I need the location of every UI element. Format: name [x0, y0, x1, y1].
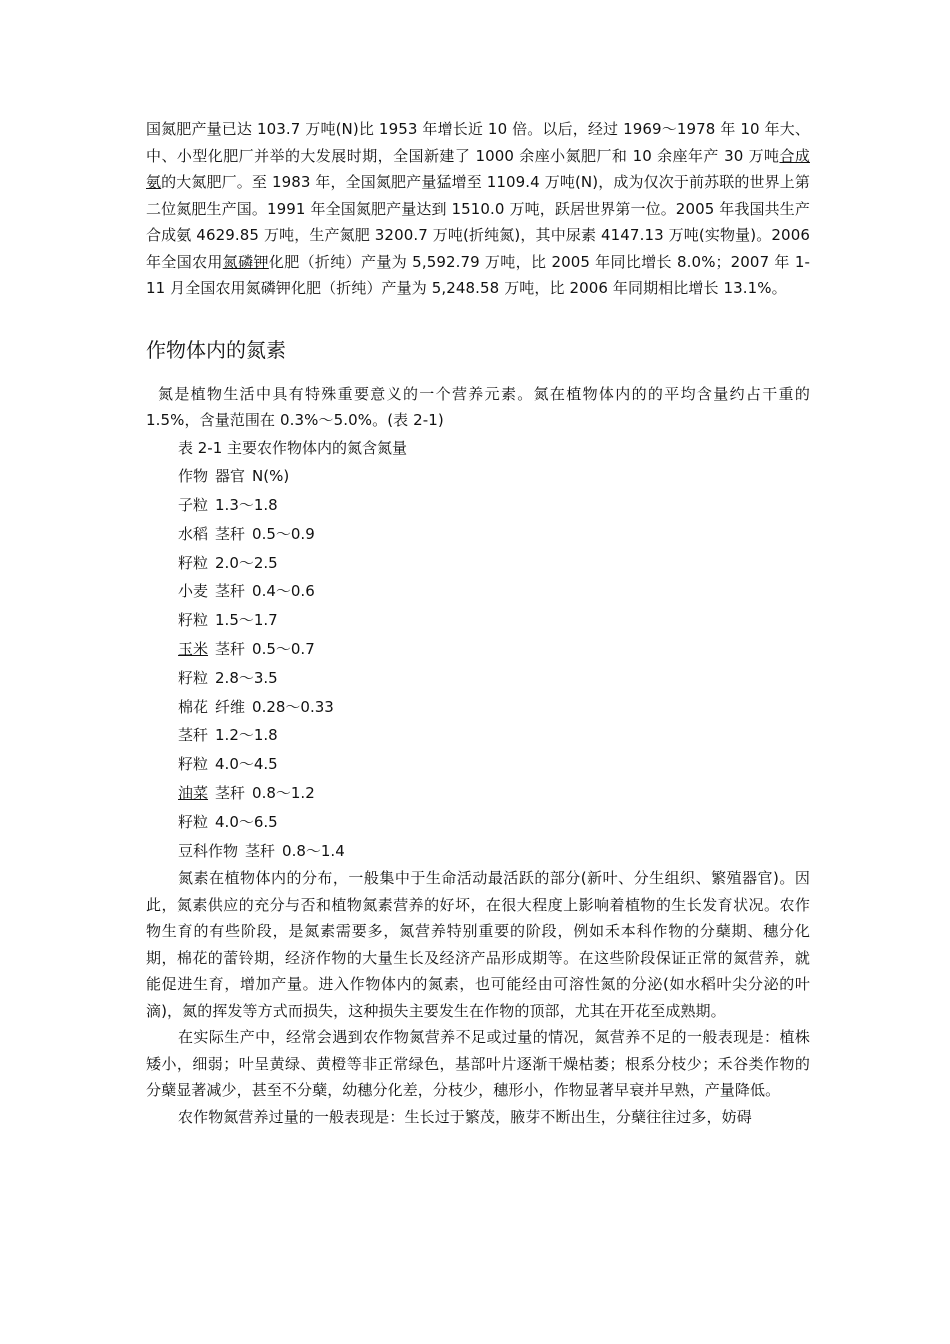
value-cell: 0.5～0.9 — [252, 524, 315, 543]
value-cell: 1.2～1.8 — [215, 726, 278, 745]
link-ammonia[interactable]: 合成氨 — [146, 146, 810, 191]
table-header — [178, 462, 810, 491]
value-cell: 2.0～2.5 — [215, 553, 278, 572]
value-cell: 0.8～1.2 — [252, 784, 315, 803]
table-row — [178, 491, 810, 520]
table-rows — [178, 491, 810, 865]
table-row — [178, 779, 810, 808]
value-cell: 0.5～0.7 — [252, 640, 315, 659]
value-cell: 1.5～1.7 — [215, 611, 278, 630]
organ-cell: 籽粒 — [178, 812, 209, 831]
table-row — [178, 664, 810, 693]
table-row — [178, 808, 810, 837]
table-row — [178, 721, 810, 750]
crop-cell: 水稻 — [178, 524, 209, 543]
table-row — [178, 693, 810, 722]
organ-cell: 纤维 — [215, 697, 246, 716]
table-row — [178, 520, 810, 549]
document-page — [146, 116, 810, 1130]
paragraph-excess: 农作物氮营养过量的一般表现是：生长过于繁茂，腋芽不断出生，分蘖往往过多，妨碍 — [178, 1107, 752, 1126]
organ-cell: 子粒 — [178, 496, 209, 515]
intro-paragraph — [146, 116, 810, 302]
value-cell: 4.0～4.5 — [215, 755, 278, 774]
organ-cell: 籽粒 — [178, 611, 209, 630]
value-cell: 4.0～6.5 — [215, 812, 278, 831]
organ-cell: 茎秆 — [215, 784, 246, 803]
paragraph-nitrogen-content: 氮是植物生活中具有特殊重要意义的一个营养元素。氮在植物体内的的平均含量约占干重的 1.5%，含量范围在 0.3%～5.0%。(表 2-1) — [146, 384, 810, 429]
organ-cell: 茎秆 — [178, 726, 209, 745]
organ-cell: 茎秆 — [245, 841, 276, 860]
crop-cell: 豆科作物 — [178, 841, 239, 860]
table-row — [178, 750, 810, 779]
organ-cell: 籽粒 — [178, 755, 209, 774]
value-cell: 0.8～1.4 — [282, 841, 345, 860]
table-row — [178, 577, 810, 606]
organ-cell: 籽粒 — [178, 668, 209, 687]
header-n-percent: N(%) — [252, 467, 290, 486]
link-npk[interactable]: 氮磷钾 — [222, 252, 269, 271]
table-row — [178, 635, 810, 664]
section-title: 作物体内的氮素 — [146, 337, 286, 362]
paragraph-distribution: 氮素在植物体内的分布，一般集中于生命活动最活跃的部分(新叶、分生组织、繁殖器官)。因此，氮素供应的充分与否和植物氮素营养的好坏，在很大程度上影响着植物的生长发育状况。农作物生育的有些阶段，是氮素需要多，氮营养特别重要的阶段，例如禾本科作物的分蘖期、穗分化期，棉花的蕾铃期，经济作物的大量生长及经济产品形成期等。在这些阶段保证正常的氮营养，就能促进生育，增加产量。进入作物体内的氮素，也可能经由可溶性氮的分泌(如水稻叶尖分泌的叶滴)，氮的挥发等方式而损失，这种损失主要发生在作物的顶部，尤其在开花至成熟期。 — [146, 869, 810, 1020]
header-organ: 器官 — [215, 467, 246, 486]
value-cell: 0.4～0.6 — [252, 582, 315, 601]
organ-cell: 茎秆 — [215, 640, 246, 659]
header-crop: 作物 — [178, 467, 209, 486]
table-row — [178, 549, 810, 578]
value-cell: 0.28～0.33 — [252, 697, 334, 716]
intro-text-3: 化肥（折纯）产量为 5,592.79 万吨，比 2005 年同比增长 8.0%；2007 年 1-11 月全国农用氮磷钾化肥（折纯）产量为 5,248.58 万吨，比 2006 年同期相比增长 13.1%。 — [146, 252, 810, 297]
intro-text-1: 国氮肥产量已达 103.7 万吨(N)比 1953 年增长近 10 倍。以后，经过 1969～1978 年 10 年大、中、小型化肥厂并举的大发展时期，全国新建了 1000 余座小氮肥厂和 10 余座年产 30 万吨 — [146, 120, 810, 165]
value-cell: 1.3～1.8 — [215, 496, 278, 515]
table-row — [178, 837, 810, 866]
paragraph-deficiency: 在实际生产中，经常会遇到农作物氮营养不足或过量的情况，氮营养不足的一般表现是：植株矮小，细弱；叶呈黄绿、黄橙等非正常绿色，基部叶片逐渐干燥枯萎；根系分枝少；禾谷类作物的分蘖显著减少，甚至不分蘖，幼穗分化差，分枝少，穗形小，作物显著早衰并早熟，产量降低。 — [146, 1028, 810, 1100]
organ-cell: 茎秆 — [215, 582, 246, 601]
organ-cell: 茎秆 — [215, 524, 246, 543]
crop-cell[interactable]: 油菜 — [178, 784, 209, 803]
crop-cell[interactable]: 玉米 — [178, 640, 209, 659]
crop-cell: 棉花 — [178, 697, 209, 716]
intro-text-2: 的大氮肥厂。至 1983 年，全国氮肥产量猛增至 1109.4 万吨(N)，成为仅次于前苏联的世界上第二位氮肥生产国。1991 年全国氮肥产量达到 1510.0 万吨，跃居世界第一位。2005 年我国共生产合成氨 4629.85 万吨，生产氮肥 3200.7 万吨(折纯氮)，其中尿素 4147.13 万吨(实物量)。2006 年全国农用 — [146, 173, 810, 271]
table-row — [178, 606, 810, 635]
crop-cell: 小麦 — [178, 582, 209, 601]
table-caption: 表 2-1 主要农作物体内的氮含氮量 — [178, 438, 408, 457]
organ-cell: 籽粒 — [178, 553, 209, 572]
nitrogen-table — [178, 434, 810, 866]
value-cell: 2.8～3.5 — [215, 668, 278, 687]
